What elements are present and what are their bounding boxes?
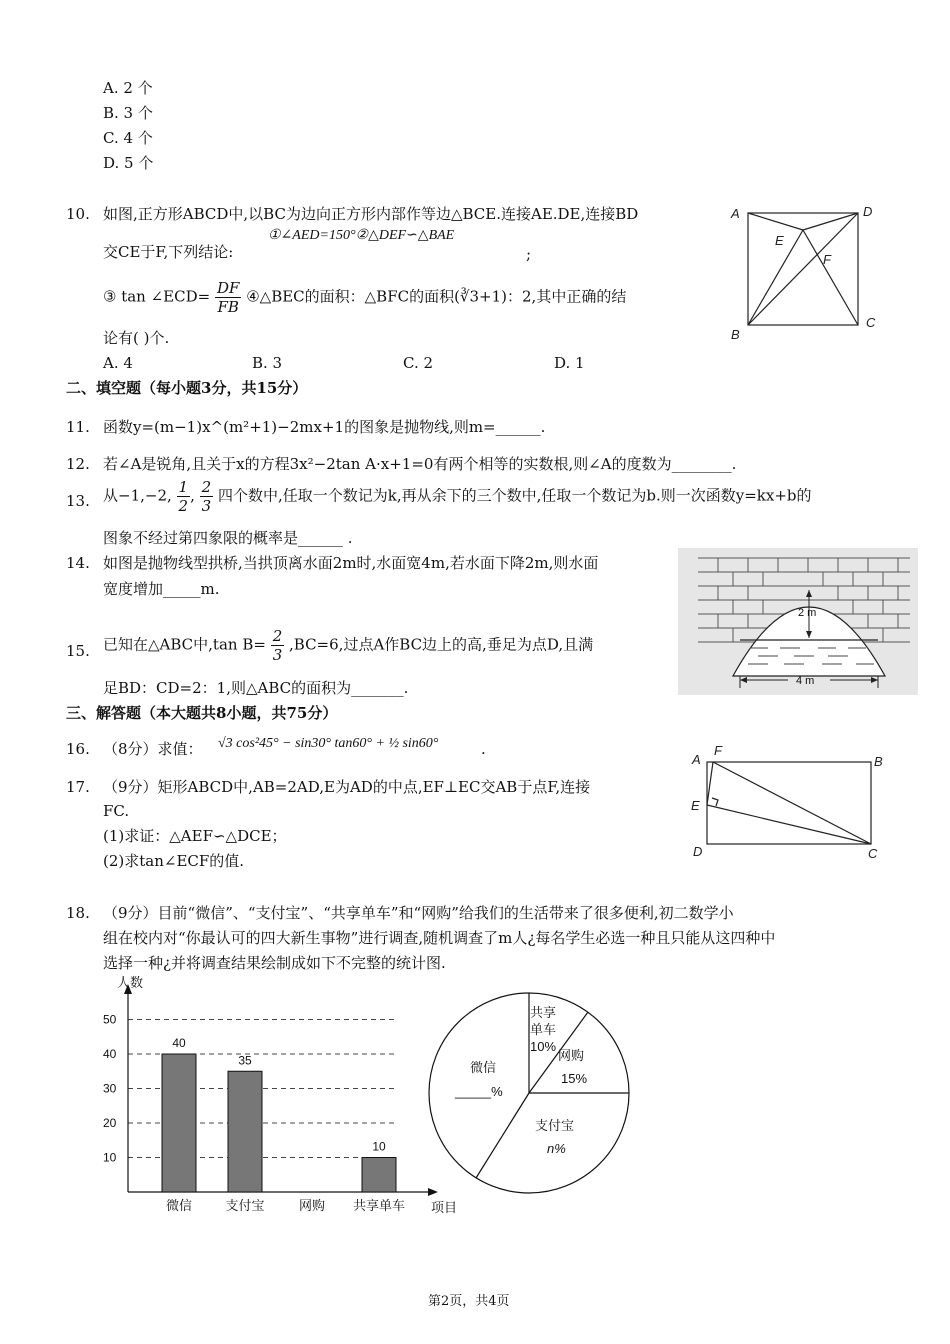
q17-rectangle-figure [688,740,888,865]
label-a: A [731,206,740,221]
slice-label-bike-1: 共享 [530,1005,557,1020]
segment-ec [707,805,871,844]
q12-number: 12. [66,455,90,473]
q15-text-b: ,BC=6,过点A作BC边上的高,垂足为点D,且满 [289,635,594,654]
q13-frac1-den: 2 [178,497,189,515]
q10-line3 [103,279,626,316]
bar-value-label-1: 35 [238,1053,252,1068]
x-tick-3: 共享单车 [352,1198,406,1213]
q17-part1: (1)求证：△AEF∽△DCE； [103,827,287,845]
label-d: D [863,204,873,219]
x-tick-1: 支付宝 [225,1198,265,1213]
q16-number: 16. [66,740,90,758]
q11-number: 11. [66,418,90,436]
q13-line1 [103,478,812,515]
y-tick-10: 10 [103,1150,117,1165]
segment-fc [713,762,871,844]
bar-value-label-3: 10 [372,1139,386,1154]
q10-line2a: 交CE于F,下列结论: [103,243,234,261]
q14-line1: 如图是抛物线型拱桥,当拱顶离水面2m时,水面宽4m,若水面下降2m,则水面 [103,554,599,572]
q10-conclusions-1-2: ①∠AED=150°②△DEF∽△BAE [268,228,455,243]
x-axis-label: 项目 [431,1200,458,1215]
slice-pct-alipay: n% [547,1141,566,1156]
q16-expression: √3 cos²45° − sin30° tan60° + ½ sin60° [218,736,439,751]
q10-line1: 如图,正方形ABCD中,以BC为边向正方形内部作等边△BCE.连接AE.DE,连接BD [103,205,639,223]
bar-0 [162,1054,196,1192]
bar-chart [95,972,470,1222]
segment-ce [803,230,858,325]
q13-line2: 图象不经过第四象限的概率是______ . [103,529,353,547]
width-label: 4 m [796,675,815,687]
y-tick-20: 20 [103,1116,117,1130]
q10-semicolon: ; [526,245,532,263]
page-footer: 第2页，共4页 [428,1294,510,1309]
q13-frac2-den: 3 [201,497,212,515]
q10-frac-numerator: DF [217,279,240,297]
q11-text: 函数y=(m−1)x^(m²+1)−2mx+1的图象是抛物线,则m=______. [103,418,546,436]
option-d: D. 5 个 [103,154,154,172]
q10-fraction [215,279,241,316]
section-2-title: 二、填空题（每小题3分，共15分） [66,379,308,397]
slice-label-online: 网购 [558,1048,585,1063]
q18-line3: 选择一种¿并将调查结果绘制成如下不完整的统计图. [103,954,446,972]
q10-option-b: B. 3 [252,354,283,372]
q15-text-a: 已知在△ABC中,tan B= [103,635,266,654]
label-c: C [866,315,876,330]
label-a: A [692,752,701,767]
q18-line1: （9分）目前“微信”、“支付宝”、“共享单车”和“网购”给我们的生活带来了很多便利,初二数学小 [103,904,734,922]
label-e: E [691,798,700,813]
q13-fraction-2 [200,478,214,515]
q17-line1: （9分）矩形ABCD中,AB=2AD,E为AD的中点,EF⊥EC交AB于点F,连接 [103,778,591,796]
q15-number: 15. [66,642,90,660]
section-3-title: 三、解答题（本大题共8小题，共75分） [66,704,338,722]
y-tick-50: 50 [103,1012,117,1027]
q10-conclusion-3: ③ tan ∠ECD= [103,287,211,306]
q18-line2: 组在校内对“你最认可的四大新生事物”进行调查,随机调查了m人¿每名学生必选一种且只能从这四种中 [103,929,776,947]
pie-chart [425,985,635,1195]
label-e: E [775,233,784,248]
label-f: F [823,252,831,267]
q15-fraction [271,627,285,664]
height-label: 2 m [798,607,817,619]
label-f: F [714,743,722,758]
label-b: B [731,327,740,342]
q13-text-b: 四个数中,任取一个数记为k,再从余下的三个数中,任取一个数记为b.则一次函数y=kx+b的 [217,486,812,505]
right-angle-mark [712,798,718,806]
bar-3 [362,1158,396,1193]
q13-number: 13. [66,492,90,510]
slice-label-bike-2: 单车 [530,1022,557,1037]
q15-line2: 足BD：CD=2：1,则△ABC的面积为_______. [103,679,409,697]
label-c: C [868,846,878,861]
q18-number: 18. [66,904,90,922]
option-c: C. 4 个 [103,129,153,147]
slice-pct-wechat: _____% [455,1084,503,1099]
q13-frac2-num: 2 [201,478,212,496]
q14-bridge-figure [678,548,918,695]
q15-frac-den: 3 [272,646,283,664]
y-tick-40: 40 [103,1047,117,1061]
q16-end: . [481,740,486,758]
q13-frac1-num: 1 [178,478,189,496]
bar-value-label-0: 40 [172,1036,186,1050]
q10-conclusion-4: ④△BEC的面积：△BFC的面积(∛3+1)：2,其中正确的结 [246,287,627,306]
q10-option-d: D. 1 [554,354,585,372]
q10-line4: 论有( )个. [103,329,170,347]
q13-fraction-1 [177,478,191,515]
q13-sep: , [190,486,195,505]
q17-number: 17. [66,778,90,796]
x-tick-2: 网购 [298,1198,326,1213]
slice-label-alipay: 支付宝 [535,1118,575,1133]
bar-1 [228,1071,262,1192]
y-axis-label: 人数 [117,975,144,990]
q14-line2: 宽度增加_____m. [103,580,220,598]
q10-square-figure [728,200,888,345]
q10-option-c: C. 2 [403,354,434,372]
q10-option-a: A. 4 [103,354,133,372]
q17-line2: FC. [103,802,130,820]
y-tick-30: 30 [103,1081,117,1096]
q14-number: 14. [66,554,90,572]
slice-pct-online: 15% [561,1071,588,1086]
segment-ae [748,213,803,230]
slice-pct-bike: 10% [530,1039,557,1054]
q10-frac-denominator: FB [217,298,239,316]
label-b: B [874,754,883,769]
q17-part2: (2)求tan∠ECF的值. [103,852,245,870]
q16-text: （8分）求值： [103,740,203,758]
option-a: A. 2 个 [103,79,153,97]
label-d: D [693,844,703,859]
option-b: B. 3 个 [103,104,153,122]
slice-label-wechat: 微信 [470,1060,497,1075]
q15-line1 [103,627,593,664]
q13-text-a: 从−1,−2, [103,486,172,505]
q15-frac-num: 2 [272,627,283,645]
q12-text: 若∠A是锐角,且关于x的方程3x²−2tan A·x+1=0有两个相等的实数根,则∠A的度数为________. [103,455,737,473]
q10-number: 10. [66,205,90,223]
x-tick-0: 微信 [165,1198,193,1213]
